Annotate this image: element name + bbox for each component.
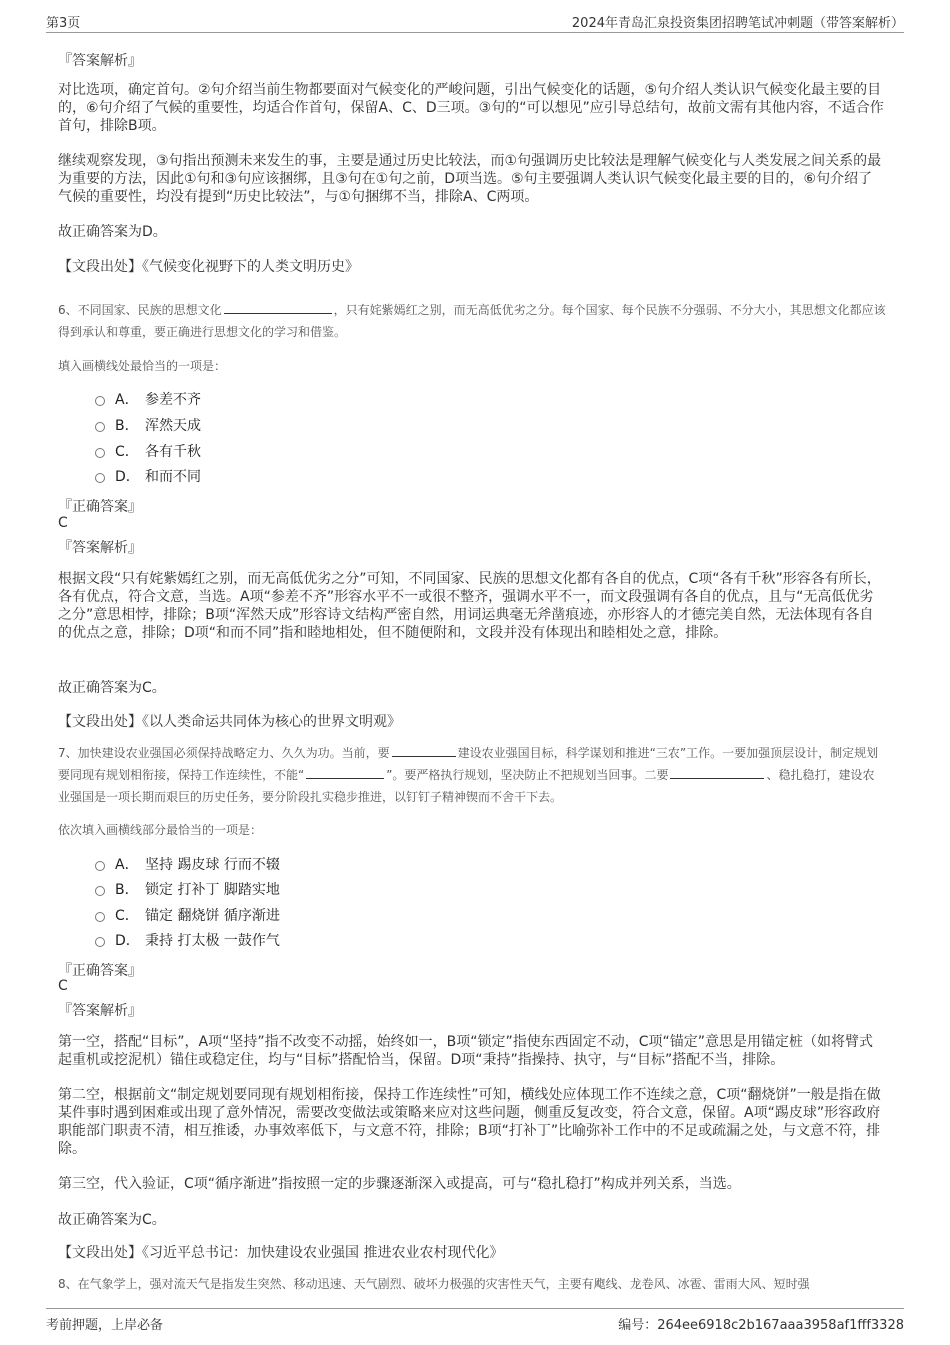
question-6-instruction: 填入画横线处最恰当的一项是： [58, 359, 227, 373]
question-7-option-b[interactable] [95, 879, 280, 899]
question-6-conclusion: 故正确答案为C。 [58, 680, 166, 696]
question-7-analysis-paragraph-1: 第一空，搭配“目标”，A项“坚持”指不改变不动摇，始终如一，B项“锁定”指使东西固定不动，C项“锚定”意思是用锚定桩（如将臂式起重机或挖泥机）锚住或稳定住，均与“目标”搭配恰当，保留。D项“秉持”指操持、执守，与“目标”搭配不当，排除。 [58, 1034, 873, 1068]
radio-button-icon[interactable] [95, 861, 105, 871]
question-7-text-part-2: 建设农业强国目标，科学谋划和推进“三农”工作。一要加强顶层设计，制定规划要同现有规划相衔接，保持工作连续性，不能“ [58, 746, 879, 782]
answer-blank [670, 764, 764, 779]
question-6-option-c[interactable] [95, 441, 201, 461]
footer-code [618, 1314, 904, 1333]
footer-code-value: 264ee6918c2b167aaa3958af1fff3328 [657, 1318, 904, 1333]
page-number: 第3页 [46, 16, 81, 31]
option-text: 秉持 打太极 一鼓作气 [145, 933, 280, 949]
question-6-option-d[interactable] [95, 466, 201, 486]
question-7-instruction: 依次填入画横线部分最恰当的一项是： [58, 823, 263, 837]
question-7-correct-label: 『正确答案』 [58, 963, 142, 979]
question-7-option-a[interactable] [95, 854, 280, 874]
question-7-text-part-3: ”。要严格执行规划，坚决防止不把规划当回事。二要 [386, 768, 669, 782]
question-7-option-c[interactable] [95, 905, 280, 925]
radio-button-icon[interactable] [95, 937, 105, 947]
question-6-source: 【文段出处】《以人类命运共同体为核心的世界文明观》 [58, 714, 401, 730]
question-7-analysis-paragraph-3: 第三空，代入验证，C项“循序渐进”指按照一定的步骤逐渐深入或提高，可与“稳扎稳打”构成并列关系，当选。 [58, 1176, 741, 1192]
question-8-text: 8、在气象学上，强对流天气是指发生突然、移动迅速、天气剧烈、破坏力极强的灾害性天气，主要有飑线、龙卷风、冰雹、雷雨大风、短时强 [58, 1277, 810, 1291]
option-text: 锁定 打补丁 脚踏实地 [145, 882, 280, 898]
option-letter: C． [115, 908, 139, 924]
option-text: 各有千秋 [145, 444, 201, 460]
intro-source: 【文段出处】《气候变化视野下的人类文明历史》 [58, 259, 359, 275]
radio-button-icon[interactable] [95, 422, 105, 432]
answer-blank [392, 742, 456, 757]
radio-button-icon[interactable] [95, 886, 105, 896]
question-6-analysis: 根据文段“只有姹紫嫣红之别，而无高低优劣之分”可知，不同国家、民族的思想文化都有各自的优点，C项“各有千秋”形容各有所长，各有优点，符合文意，当选。A项“参差不齐”形容水平不一或很不整齐，强调水平不一，而文段强调有各自的优点，且与“无高低优劣之分”意思相悖，排除；B项“浑然天成”形容诗文结构严密自然，用词运典毫无斧凿痕迹，亦形容人的才德完美自然，无法体现有各自的优点之意，排除；D项“和而不同”指和睦地相处，但不随便附和，文段并没有体现出和睦相处之意，排除。 [58, 571, 881, 641]
question-6-correct-label: 『正确答案』 [58, 499, 142, 515]
radio-button-icon[interactable] [95, 912, 105, 922]
option-letter: C． [115, 444, 139, 460]
option-letter: B． [115, 418, 139, 434]
question-7-text-part-4: 、稳扎稳打，建设农业强国是一项长期而艰巨的历史任务，要分阶段扎实稳步推进，以钉钉子精神锲而不舍干下去。 [58, 768, 875, 804]
intro-analysis-paragraph-2: 继续观察发现，③句指出预测未来发生的事，主要是通过历史比较法，而①句强调历史比较法是理解气候变化与人类发展之间关系的最为重要的方法，因此①句和③句应该捆绑，且③句在①句之前，D项当选。⑤句主要强调人类认识气候变化最主要的目的，⑥句介绍了气候的重要性，均没有提到“历史比较法”，与①句捆绑不当，排除A、C两项。 [58, 153, 882, 205]
page-footer [46, 1308, 904, 1333]
question-7-source: 【文段出处】《习近平总书记：加快建设农业强国 推进农业农村现代化》 [58, 1245, 504, 1261]
question-7-text-part-1: 7、加快建设农业强国必须保持战略定力、久久为功。当前，要 [58, 746, 390, 760]
question-6-option-b[interactable] [95, 415, 201, 435]
option-letter: B． [115, 882, 139, 898]
radio-button-icon[interactable] [95, 396, 105, 406]
question-6-analysis-label: 『答案解析』 [58, 540, 142, 556]
answer-blank [224, 299, 332, 314]
question-7-correct-answer: C [58, 978, 68, 994]
footer-slogan: 考前押题，上岸必备 [46, 1318, 164, 1333]
option-letter: D． [115, 469, 140, 485]
question-7-option-d[interactable] [95, 930, 280, 950]
question-7-analysis-label: 『答案解析』 [58, 1003, 142, 1019]
option-text: 坚持 踢皮球 行而不辍 [145, 857, 280, 873]
radio-button-icon[interactable] [95, 448, 105, 458]
question-7-text [58, 742, 886, 808]
radio-button-icon[interactable] [95, 473, 105, 483]
document-title: 2024年青岛汇泉投资集团招聘笔试冲刺题（带答案解析） [571, 16, 904, 31]
question-7-analysis-paragraph-2: 第二空，根据前文“制定规划要同现有规划相衔接，保持工作连续性”可知，横线处应体现工作不连续之意，C项“翻烧饼”一般是指在做某件事时遇到困难或出现了意外情况，需要改变做法或策略来应对这些问题，侧重反复改变，符合文意，保留。A项“踢皮球”形容政府职能部门职责不清，相互推诿，办事效率低下，与文意不符，排除；B项“打补丁”比喻弥补工作中的不足或疏漏之处，与文意不符，排除。 [58, 1087, 881, 1157]
option-text: 锚定 翻烧饼 循序渐进 [145, 908, 280, 924]
intro-conclusion: 故正确答案为D。 [58, 224, 167, 240]
question-7-conclusion: 故正确答案为C。 [58, 1212, 166, 1228]
option-letter: A． [115, 392, 139, 408]
question-6-correct-answer: C [58, 515, 68, 531]
footer-code-label: 编号： [618, 1318, 658, 1333]
answer-blank [306, 764, 384, 779]
intro-analysis-paragraph-1: 对比选项，确定首句。②句介绍当前生物都要面对气候变化的严峻问题，引出气候变化的话题，⑤句介绍人类认识气候变化最主要的目的，⑥句介绍了气候的重要性，均适合作首句，保留A、C、D三项。③句的“可以想见”应引导总结句，故前文需有其他内容，不适合作首句，排除B项。 [58, 82, 884, 134]
option-text: 浑然天成 [145, 418, 201, 434]
question-6-text [58, 299, 886, 343]
intro-analysis-label: 『答案解析』 [58, 53, 142, 69]
option-text: 和而不同 [145, 469, 201, 485]
question-6-text-before: 6、不同国家、民族的思想文化 [58, 303, 222, 317]
option-text: 参差不齐 [145, 392, 201, 408]
question-6-text-after: ，只有姹紫嫣红之别，而无高低优劣之分。每个国家、每个民族不分强弱、不分大小，其思想文化都应该得到承认和尊重，要正确进行思想文化的学习和借鉴。 [58, 303, 886, 339]
option-letter: D． [115, 933, 140, 949]
question-6-option-a[interactable] [95, 389, 201, 409]
option-letter: A． [115, 857, 139, 873]
page-header [46, 10, 904, 33]
